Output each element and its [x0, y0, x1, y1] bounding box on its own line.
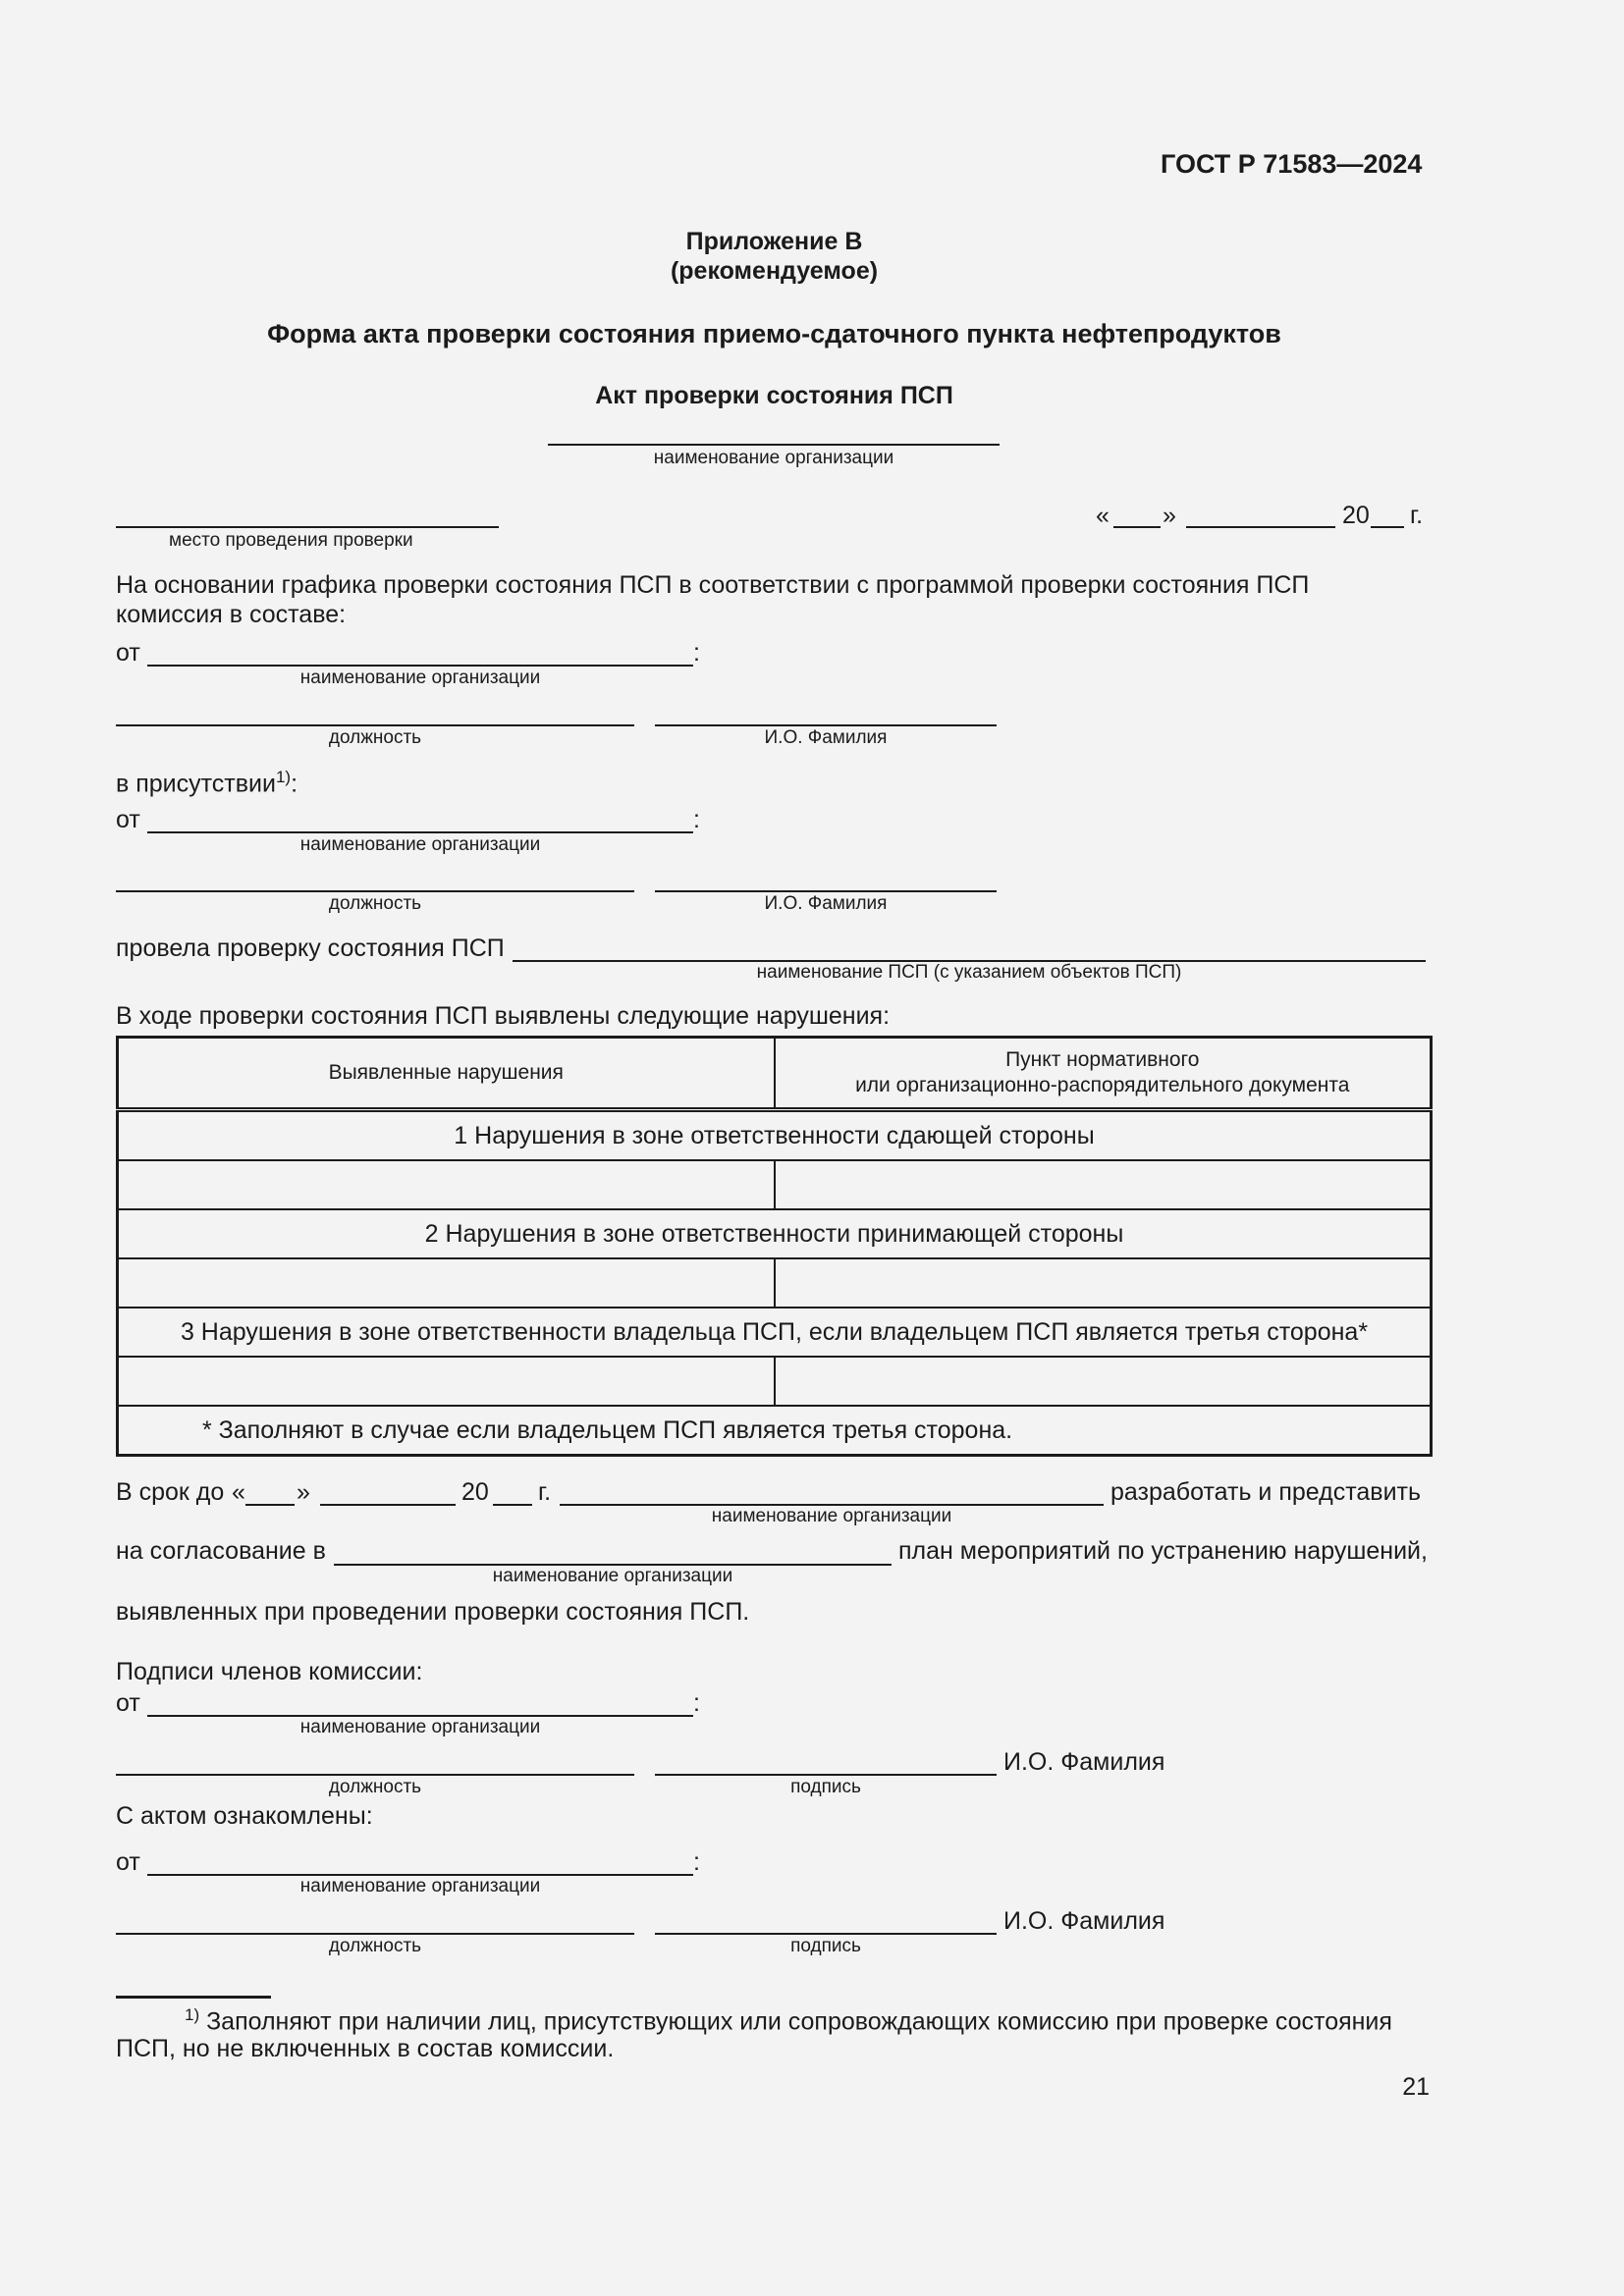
table-row: [118, 1357, 1432, 1406]
presence-colon: :: [291, 770, 298, 798]
intro-text: На основании графика проверки состояния ПСП в соответствии с программой проверки состояния ПСП: [116, 571, 1310, 599]
appendix-subtitle: (рекомендуемое): [670, 257, 879, 285]
deadline-month-line[interactable]: [320, 1504, 456, 1506]
familiarized-org-hint: наименование организации: [299, 1876, 541, 1896]
table-row: [118, 1406, 1432, 1456]
familiarized-title: С актом ознакомлены:: [116, 1802, 373, 1830]
col-document-header: [775, 1038, 1432, 1110]
section-2-heading: 2 Нарушения в зоне ответственности принимающей стороны: [118, 1209, 1432, 1258]
found-text: выявленных при проведении проверки состояния ПСП.: [116, 1598, 750, 1626]
violations-table: [116, 1036, 1433, 1457]
members-signature-hint: подпись: [790, 1777, 861, 1797]
date-month-line[interactable]: [1186, 526, 1335, 528]
commission-name-hint: И.О. Фамилия: [764, 727, 888, 748]
familiarized-position-line[interactable]: [116, 1933, 634, 1935]
page-number: 21: [1402, 2073, 1430, 2101]
commission-org-line[interactable]: [147, 665, 693, 667]
footnote-text: Заполняют при наличии лиц, присутствующих или сопровождающих комиссию при проверке состояния: [206, 2007, 1392, 2036]
org-name-hint: наименование организации: [653, 448, 894, 468]
presence-position-line[interactable]: [116, 890, 634, 892]
deadline-year-suffix: г.: [538, 1478, 552, 1506]
deadline-open-quote: «: [232, 1478, 245, 1506]
presence-label: [116, 768, 298, 798]
deadline-year-prefix: 20: [461, 1478, 489, 1506]
footnote-line-2: ПСП, но не включенных в состав комиссии.: [116, 2035, 615, 2062]
presence-name-line[interactable]: [655, 890, 997, 892]
members-position-line[interactable]: [116, 1774, 634, 1776]
table-row: [118, 1160, 1432, 1209]
section-1-heading: 1 Нарушения в зоне ответственности сдающей стороны: [118, 1110, 1432, 1161]
members-org-hint: наименование организации: [299, 1717, 541, 1737]
section-2-violation-cell[interactable]: [118, 1258, 775, 1308]
date-year-suffix: г.: [1410, 502, 1424, 529]
deadline-close-quote: »: [297, 1478, 310, 1506]
section-1-document-cell[interactable]: [775, 1160, 1432, 1209]
familiarized-colon: :: [693, 1848, 700, 1876]
presence-footnote-mark: 1): [275, 768, 292, 786]
members-position-hint: должность: [328, 1777, 422, 1797]
members-colon: :: [693, 1689, 700, 1717]
col-document-header-line2: или организационно-распорядительного документа: [855, 1074, 1350, 1096]
presence-colon-2: :: [693, 806, 700, 833]
commission-position-line[interactable]: [116, 724, 634, 726]
psp-name-hint: наименование ПСП (с указанием объектов ПСП): [756, 962, 1182, 983]
familiarized-full-name: И.О. Фамилия: [1003, 1907, 1165, 1935]
deadline-prefix: В срок до: [116, 1478, 225, 1506]
colon: :: [693, 639, 700, 667]
presence-name-hint: И.О. Фамилия: [764, 893, 888, 914]
members-full-name: И.О. Фамилия: [1003, 1748, 1165, 1776]
presence-org-hint: наименование организации: [299, 834, 541, 855]
footnote-separator: [116, 1996, 271, 1999]
members-signature-line[interactable]: [655, 1774, 997, 1776]
table-row: [118, 1258, 1432, 1308]
members-from-label: от: [116, 1689, 140, 1717]
date-year-prefix: 20: [1342, 502, 1370, 529]
commission-org-hint: наименование организации: [299, 667, 541, 688]
presence-from-label: от: [116, 806, 140, 833]
date-close-quote: »: [1163, 502, 1176, 529]
familiarized-position-hint: должность: [328, 1936, 422, 1956]
commission-position-hint: должность: [328, 727, 422, 748]
section-3-violation-cell[interactable]: [118, 1357, 775, 1406]
section-3-heading: 3 Нарушения в зоне ответственности владельца ПСП, если владельцем ПСП является третья сторона*: [118, 1308, 1432, 1357]
deadline-develop: разработать и представить: [1110, 1478, 1422, 1506]
familiarized-signature-line[interactable]: [655, 1933, 997, 1935]
section-3-document-cell[interactable]: [775, 1357, 1432, 1406]
table-row: [118, 1209, 1432, 1258]
place-hint: место проведения проверки: [169, 530, 413, 551]
familiarized-from-label: от: [116, 1848, 140, 1876]
section-2-document-cell[interactable]: [775, 1258, 1432, 1308]
col-violations-header: Выявленные нарушения: [118, 1038, 775, 1110]
document-code: ГОСТ Р 71583—2024: [1161, 149, 1423, 179]
table-row: [118, 1110, 1432, 1161]
deadline-day-line[interactable]: [245, 1504, 295, 1506]
section-1-violation-cell[interactable]: [118, 1160, 775, 1209]
presence-text: в присутствии: [116, 770, 276, 798]
members-signatures-title: Подписи членов комиссии:: [116, 1658, 423, 1685]
date-year-line[interactable]: [1371, 526, 1404, 528]
intro-text-cont: комиссия в составе:: [116, 601, 347, 628]
org-name-line[interactable]: [548, 444, 1000, 446]
footnote-line-1: [116, 2005, 1432, 2036]
date-day-line[interactable]: [1113, 526, 1161, 528]
table-header-row: [118, 1038, 1432, 1110]
approval-org-hint: наименование организации: [492, 1566, 733, 1586]
commission-name-line[interactable]: [655, 724, 997, 726]
presence-position-hint: должность: [328, 893, 422, 914]
deadline-year-line[interactable]: [493, 1504, 532, 1506]
plan-text: план мероприятий по устранению нарушений,: [898, 1537, 1428, 1565]
from-label: от: [116, 639, 140, 667]
date-open-quote: «: [1096, 502, 1110, 529]
act-title: Акт проверки состояния ПСП: [595, 382, 953, 409]
presence-org-line[interactable]: [147, 831, 693, 833]
familiarized-signature-hint: подпись: [790, 1936, 861, 1956]
form-title: Форма акта проверки состояния приемо-сдаточного пункта нефтепродуктов: [267, 319, 1281, 348]
appendix-title: Приложение В: [685, 228, 863, 255]
col-document-header-line1: Пункт нормативного: [1005, 1048, 1200, 1071]
footnote-mark: 1): [185, 2005, 200, 2024]
table-row: [118, 1308, 1432, 1357]
deadline-org-hint: наименование организации: [711, 1506, 952, 1526]
place-line[interactable]: [116, 526, 499, 528]
table-note: * Заполняют в случае если владельцем ПСП является третья сторона.: [118, 1406, 1432, 1456]
approval-text: на согласование в: [116, 1537, 326, 1565]
check-done-text: провела проверку состояния ПСП: [116, 934, 505, 962]
violations-intro: В ходе проверки состояния ПСП выявлены следующие нарушения:: [116, 1002, 891, 1030]
